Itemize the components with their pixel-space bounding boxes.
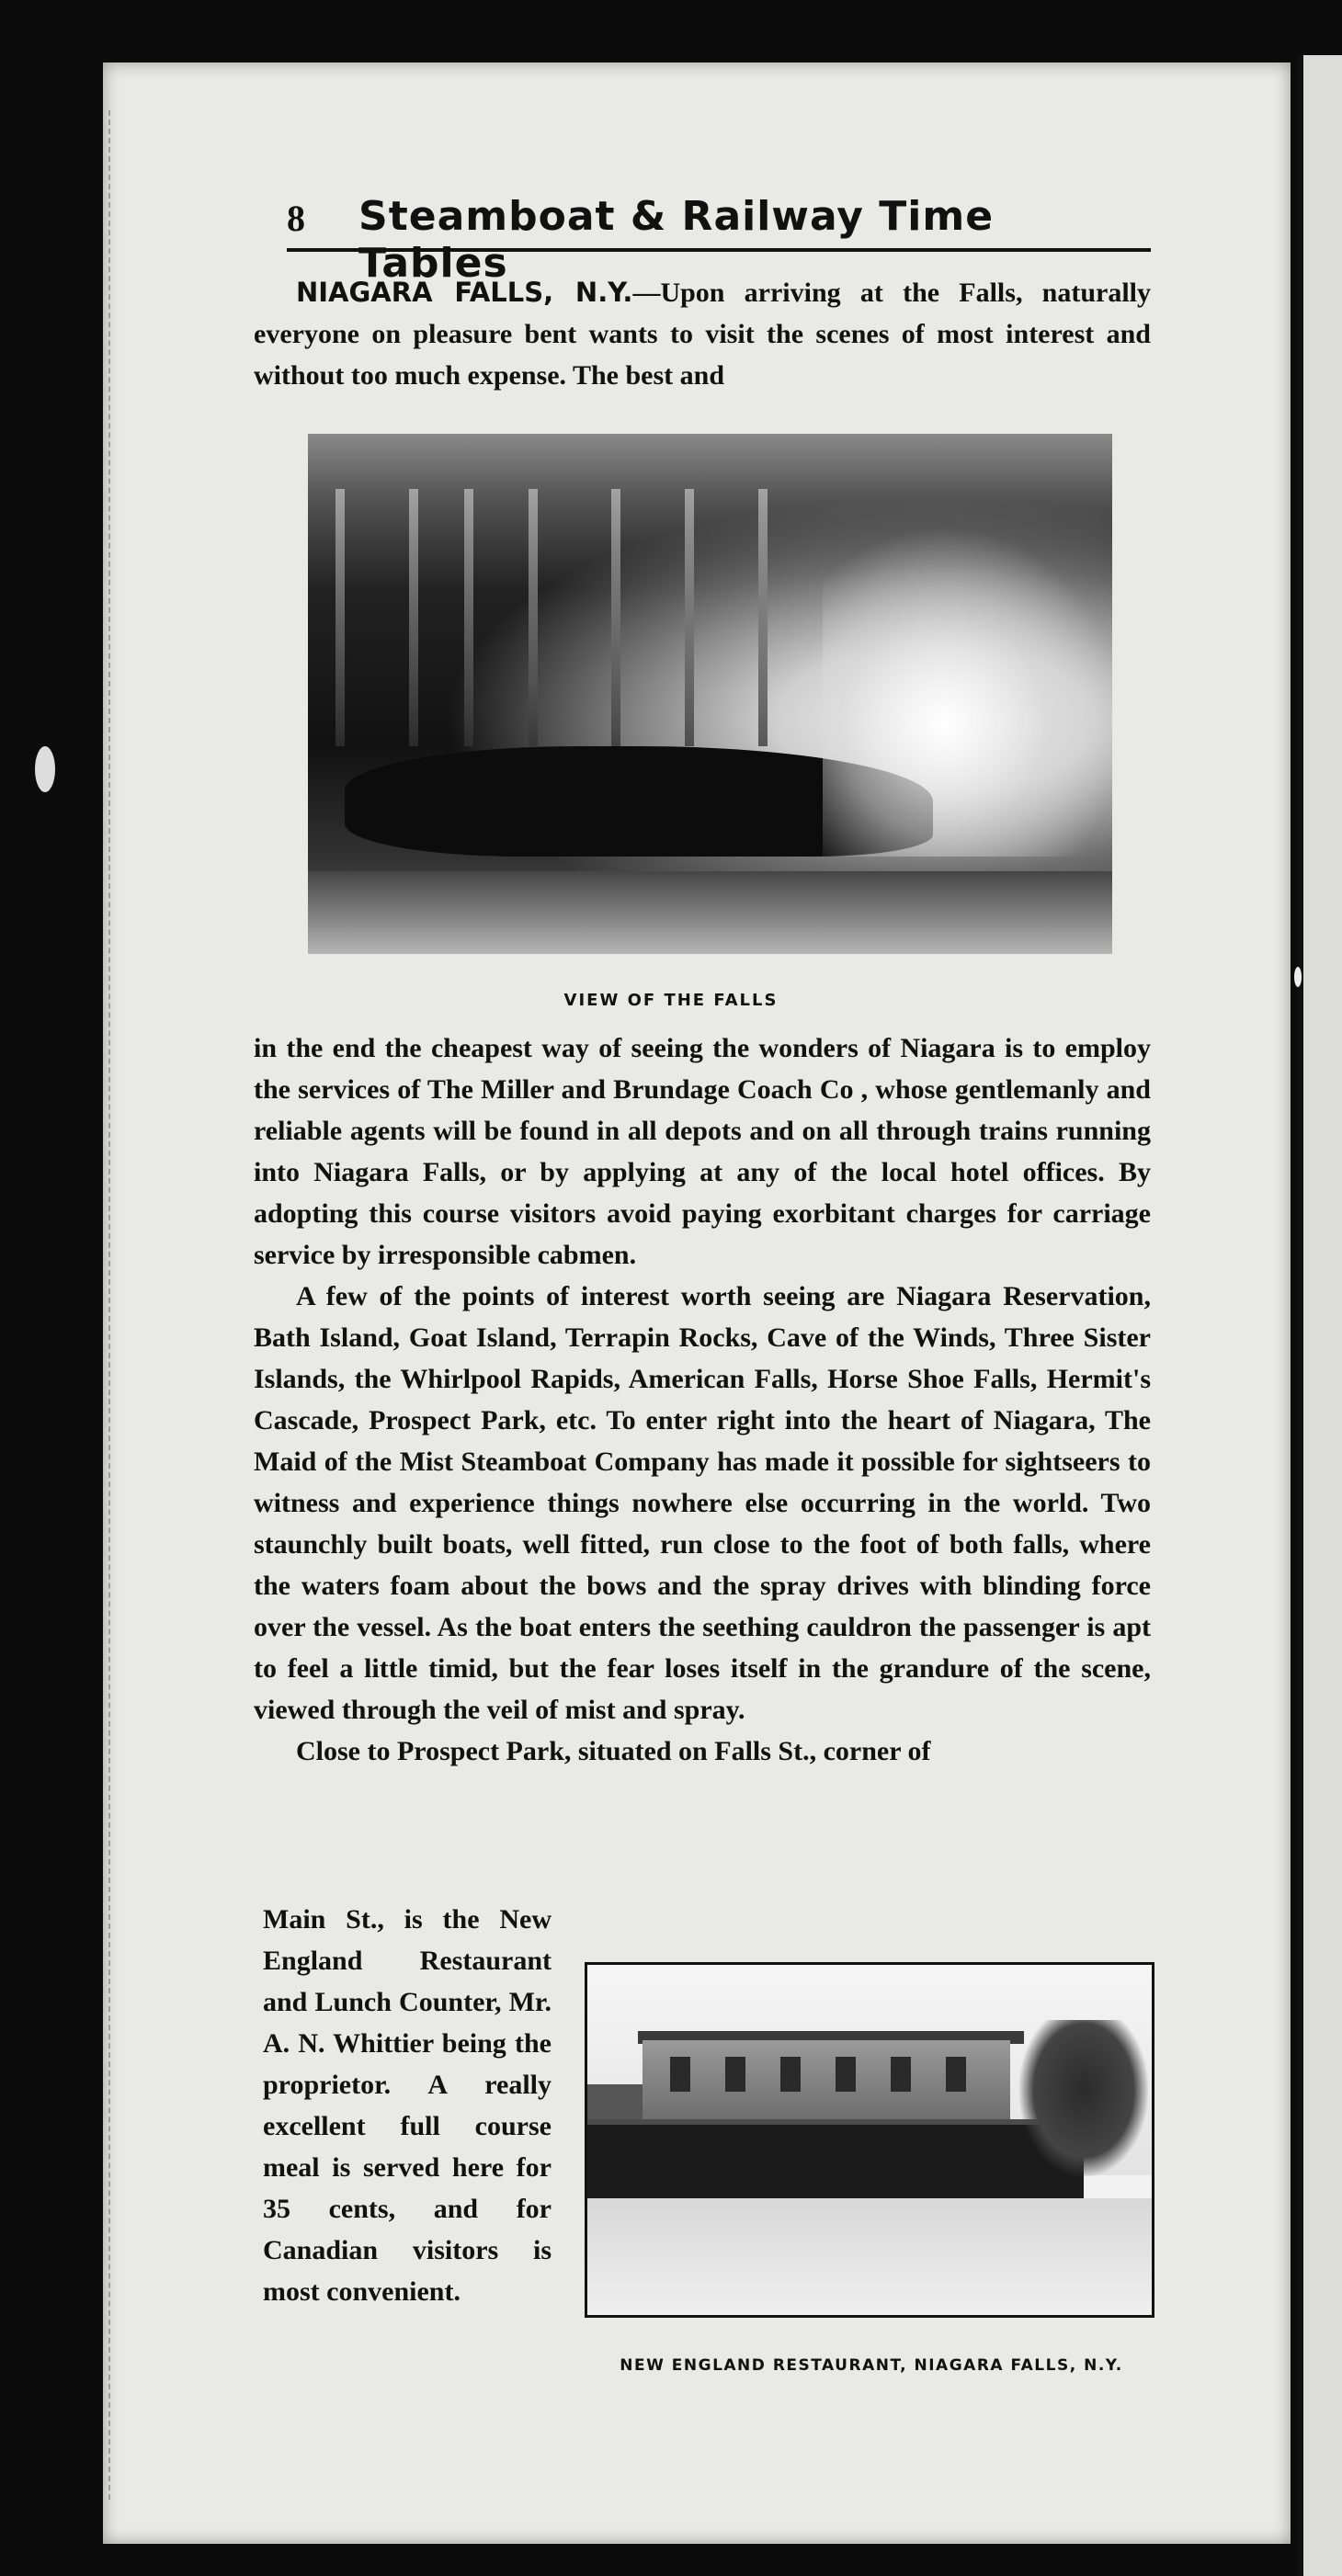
para2: A few of the points of interest worth seeing are Niagara Reservation, Bath Island, Goat Island, Terrapin Rocks, Cave of the Winds, Three Sister Islands, the Whirlpool Rapids, American Falls, Horse Shoe Falls, Hermit's Cascade, Prospect Park, etc. To enter right into the heart of Niagara, The Maid of the Mist Steamboat Company has made it possible for sightseers to witness and experience things nowhere else occurring in the world. Two staunchly built boats, well fitted, run close to the foot of both falls, where the waters foam about the bows and the spray drives with blinding force over the vessel. As the boat enters the seething cauldron the passenger is apt to feel a little timid, but the fear loses itself in the grandure of the scene, viewed through the veil of mist and spray. [254, 1281, 1151, 1725]
photo-window [725, 2057, 745, 2092]
photo-street [587, 2198, 1152, 2318]
falls-streak [685, 489, 694, 746]
falls-streak [409, 489, 418, 746]
para3-first-line: Close to Prospect Park, situated on Falls St., corner of [296, 1736, 931, 1766]
page-left-edge [108, 110, 116, 2500]
restaurant-photograph [585, 1962, 1154, 2318]
falls-streak [758, 489, 768, 746]
falls-water [308, 871, 1112, 954]
para3-column: Main St., is the New England Restaurant and Lunch Counter, Mr. A. N. Whittier being the proprietor. A really excellent full course meal is served here for 35 cents, and for Canadian visitors is most convenient. [263, 1904, 552, 2307]
photo-window [891, 2057, 911, 2092]
falls-streak [611, 489, 620, 746]
photo-window [946, 2057, 966, 2092]
narrow-column-paragraph [263, 1899, 552, 2312]
intro-text: —Upon arriving at the Falls, naturally everyone on pleasure bent wants to visit the scenes of most interest and without too much expense. The best and [254, 278, 1152, 391]
photo-porch [587, 2125, 1084, 2198]
lead-caps: NIAGARA FALLS, N.Y. [296, 277, 633, 308]
scan-speck [1294, 967, 1302, 987]
photo-window [670, 2057, 690, 2092]
para1-continued: in the end the cheapest way of seeing the wonders of Niagara is to employ the services of The Miller and Brundage Coach Co , whose gentlemanly and reliable agents will be found in all depots and on all through trains running into Niagara Falls, or by applying at any of the local hotel offices. By adopting this course visitors avoid paying exorbitant charges for carriage service by irresponsible cabmen. [254, 1033, 1151, 1270]
photo-tree [1019, 2020, 1148, 2176]
falls-streak [336, 489, 345, 746]
figure-caption-falls: VIEW OF THE FALLS [563, 991, 779, 1010]
falls-streak [464, 489, 473, 746]
page-number: 8 [287, 198, 305, 239]
running-title: Steamboat & Railway Time Tables [358, 193, 995, 287]
falls-mist [823, 526, 1112, 857]
facing-page-edge [1298, 55, 1342, 2576]
photo-window [836, 2057, 856, 2092]
page-header [287, 193, 1151, 287]
falls-streak [529, 489, 538, 746]
falls-photograph [308, 434, 1112, 954]
figure-caption-restaurant: NEW ENGLAND RESTAURANT, NIAGARA FALLS, N.Y. [620, 2356, 1123, 2375]
intro-paragraph [254, 272, 1151, 396]
scan-speck [35, 746, 55, 792]
photo-window [780, 2057, 801, 2092]
gutter-rule [1298, 55, 1303, 2576]
body-paragraph-1 [254, 1027, 1151, 1772]
